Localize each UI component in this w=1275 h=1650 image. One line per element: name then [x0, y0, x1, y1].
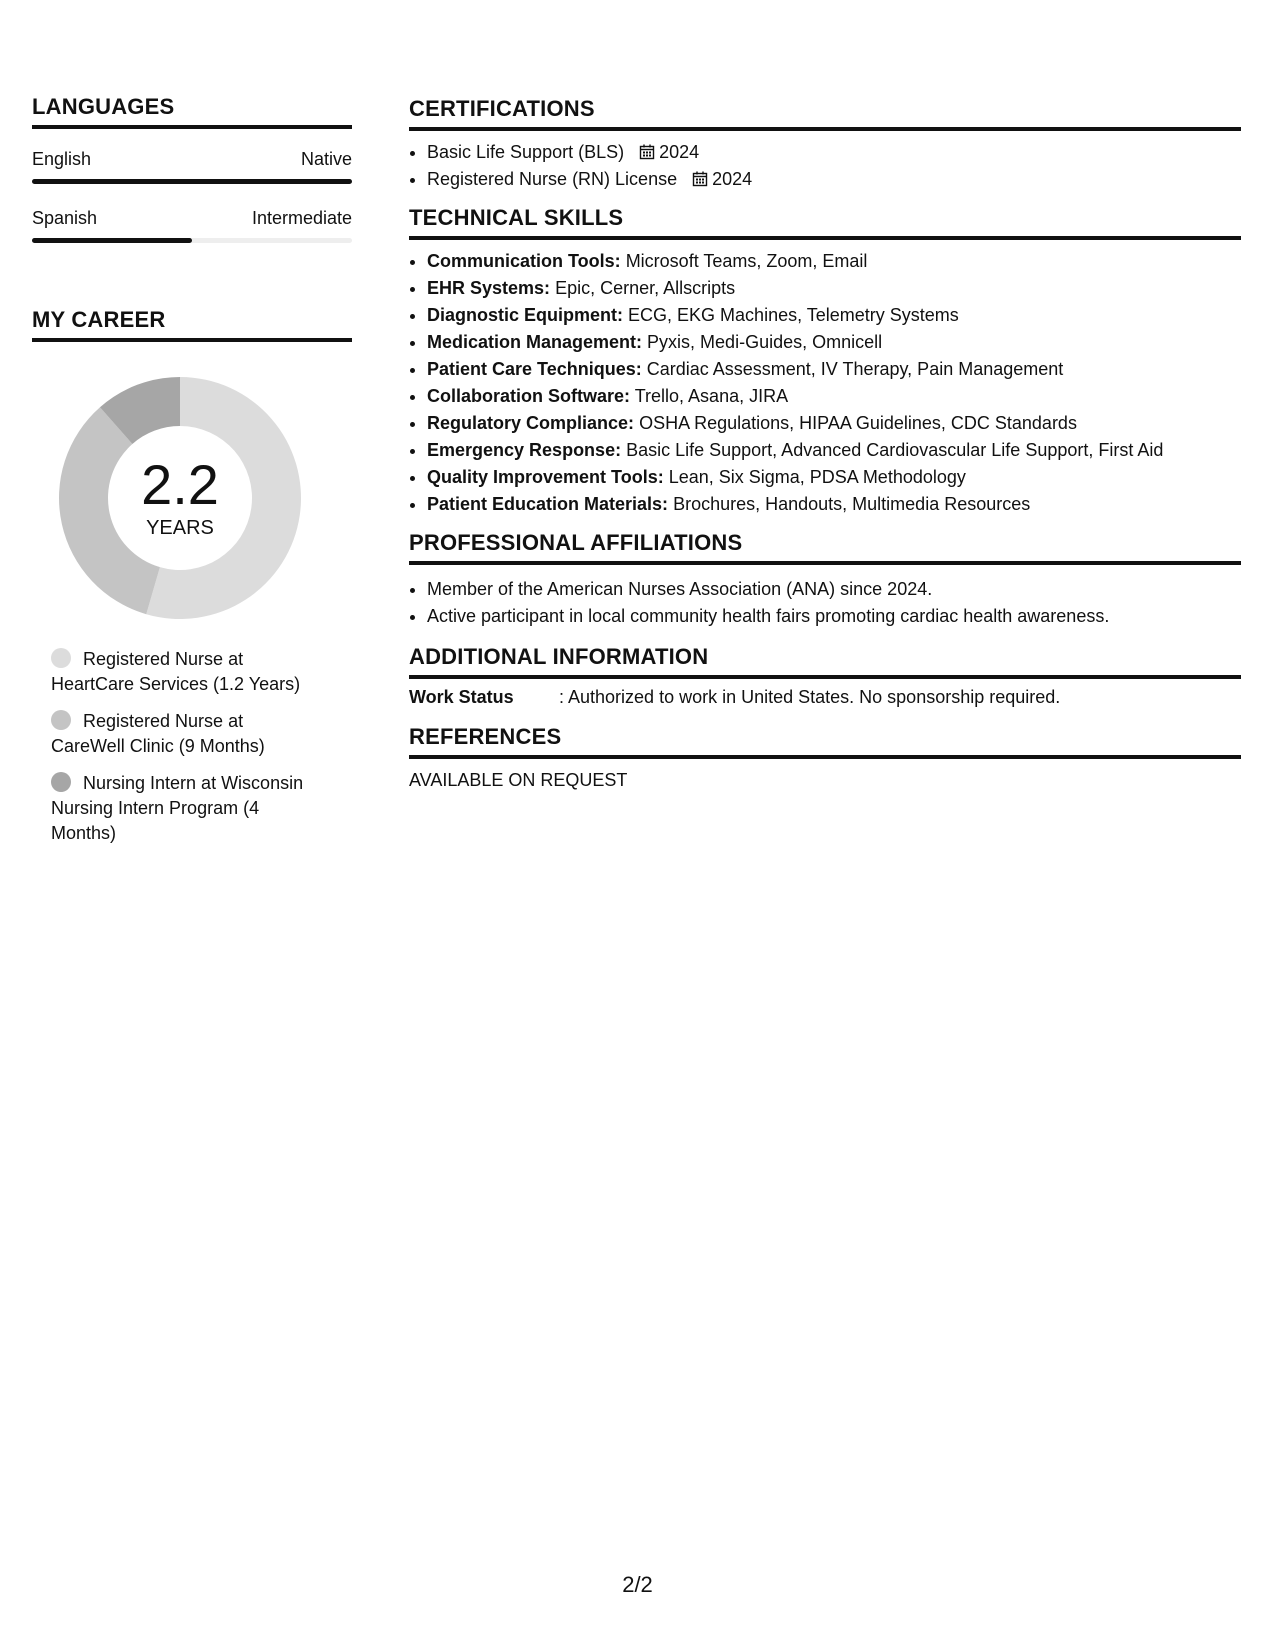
legend-item: [51, 771, 321, 846]
career-total-unit: YEARS: [146, 517, 214, 539]
calendar-icon: [639, 144, 655, 160]
career-total-years: 2.2: [141, 453, 219, 516]
work-status-value: : Authorized to work in United States. No sponsorship required.: [559, 687, 1061, 707]
legend-dot: [51, 648, 71, 668]
language-level: Intermediate: [251, 208, 352, 228]
skill-label: Quality Improvement Tools:: [427, 467, 664, 487]
career-legend: [51, 647, 321, 846]
skill-value: Lean, Six Sigma, PDSA Methodology: [668, 467, 966, 487]
certification-year: 2024: [712, 169, 753, 189]
skill-label: Diagnostic Equipment:: [427, 305, 624, 325]
skill-label: Patient Care Techniques:: [427, 359, 642, 379]
legend-item: [51, 647, 321, 697]
skill-value: Epic, Cerner, Allscripts: [555, 278, 736, 298]
career-section: [32, 307, 352, 846]
certifications-title: CERTIFICATIONS: [409, 96, 1241, 131]
skill-label: Collaboration Software:: [427, 386, 631, 406]
skill-item: [427, 356, 1241, 383]
technical-skills-list: [409, 248, 1241, 518]
references-text: AVAILABLE ON REQUEST: [409, 770, 628, 790]
skill-value: Pyxis, Medi-Guides, Omnicell: [647, 332, 883, 352]
right-column: [409, 96, 1241, 791]
skill-item: [427, 329, 1241, 356]
skill-value: Brochures, Handouts, Multimedia Resources: [673, 494, 1031, 514]
certification-name: Registered Nurse (RN) License: [427, 169, 678, 189]
work-status-row: [409, 687, 1241, 708]
certifications-list: [409, 139, 1241, 193]
legend-label: Registered Nurse at HeartCare Services (1.2 Years): [51, 649, 301, 694]
skill-value: Cardiac Assessment, IV Therapy, Pain Management: [646, 359, 1064, 379]
affiliations-section: [409, 530, 1241, 630]
technical-skills-section: [409, 205, 1241, 518]
skill-item: [427, 437, 1241, 464]
additional-info-section: [409, 644, 1241, 708]
language-item: [32, 208, 352, 243]
legend-dot: [51, 772, 71, 792]
skill-label: EHR Systems:: [427, 278, 551, 298]
certification-name: Basic Life Support (BLS): [427, 142, 625, 162]
technical-skills-title: TECHNICAL SKILLS: [409, 205, 1241, 240]
language-name: English: [32, 149, 92, 169]
skill-item: [427, 302, 1241, 329]
skill-label: Patient Education Materials:: [427, 494, 669, 514]
affiliations-title: PROFESSIONAL AFFILIATIONS: [409, 530, 1241, 565]
legend-label: Nursing Intern at Wisconsin Nursing Intern Program (4 Months): [51, 773, 304, 843]
legend-item: [51, 709, 321, 759]
skill-value: Trello, Asana, JIRA: [634, 386, 789, 406]
skill-label: Communication Tools:: [427, 251, 621, 271]
left-column: [32, 94, 352, 858]
certification-year: 2024: [659, 142, 700, 162]
skill-item: [427, 275, 1241, 302]
career-title: MY CAREER: [32, 307, 352, 342]
certification-item: [427, 166, 1241, 193]
work-status-label: Work Status: [409, 687, 514, 707]
skill-label: Regulatory Compliance:: [427, 413, 635, 433]
certifications-section: [409, 96, 1241, 193]
page-number: 2/2: [622, 1572, 653, 1597]
legend-label: Registered Nurse at CareWell Clinic (9 Months): [51, 711, 265, 756]
skill-value: Basic Life Support, Advanced Cardiovascular Life Support, First Aid: [626, 440, 1164, 460]
references-section: [409, 724, 1241, 791]
additional-info-title: ADDITIONAL INFORMATION: [409, 644, 1241, 679]
calendar-icon: [692, 171, 708, 187]
legend-dot: [51, 710, 71, 730]
languages-title: LANGUAGES: [32, 94, 352, 129]
language-proficiency-bar: [32, 238, 352, 243]
career-donut-chart: [57, 375, 303, 621]
skill-item: [427, 464, 1241, 491]
skill-item: [427, 248, 1241, 275]
language-name: Spanish: [32, 208, 98, 228]
affiliations-list: [409, 576, 1241, 630]
certification-item: [427, 139, 1241, 166]
language-proficiency-bar: [32, 179, 352, 184]
languages-section: [32, 94, 352, 243]
affiliation-item: • Member of the American Nurses Association (ANA) since 2024.: [427, 576, 1241, 603]
skill-item: [427, 491, 1241, 518]
language-proficiency-fill: [32, 179, 352, 184]
skill-label: Medication Management:: [427, 332, 643, 352]
skill-label: Emergency Response:: [427, 440, 622, 460]
skill-item: [427, 410, 1241, 437]
language-proficiency-fill: [32, 238, 192, 243]
language-item: [32, 149, 352, 184]
language-level: Native: [300, 149, 352, 169]
skill-value: OSHA Regulations, HIPAA Guidelines, CDC Standards: [639, 413, 1077, 433]
skill-value: ECG, EKG Machines, Telemetry Systems: [628, 305, 959, 325]
references-title: REFERENCES: [409, 724, 1241, 759]
skill-value: Microsoft Teams, Zoom, Email: [625, 251, 868, 271]
skill-item: [427, 383, 1241, 410]
affiliation-item: • Active participant in local community health fairs promoting cardiac health awareness.: [427, 603, 1241, 630]
